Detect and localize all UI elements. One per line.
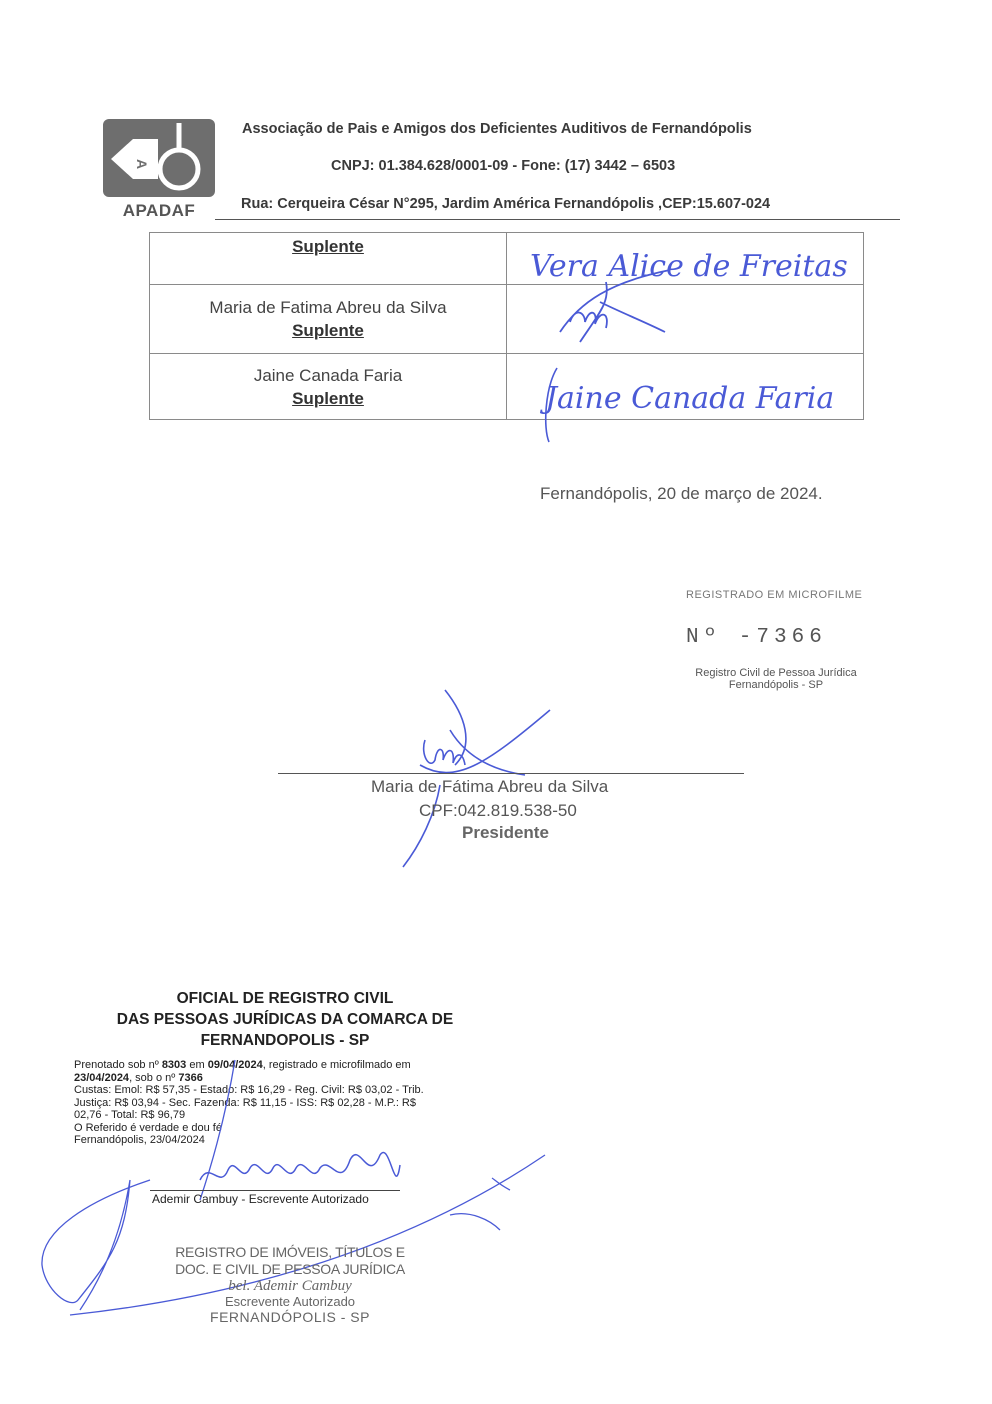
logo-emblem: [103, 119, 215, 197]
stamp-subtitle-line: Fernandópolis - SP: [728, 679, 824, 691]
signature-maria-fatima-table: [540, 262, 720, 357]
registry-stamp-line: Escrevente Autorizado: [224, 1294, 356, 1309]
custas-line: Justiça: R$ 03,94 - Sec. Fazenda: R$ 11,15 - ISS: R$ 02,28 - M.P.: R$: [74, 1096, 416, 1109]
member-name: Jaine Canada Faria: [253, 365, 403, 385]
member-cell: [150, 354, 507, 420]
signature-jaine-canada: [535, 358, 865, 448]
president-role: Presidente: [462, 823, 549, 842]
verdade-line: O Referido é verdade e dou fé: [74, 1121, 222, 1134]
table-row: [150, 285, 864, 354]
registry-stamp-line: DOC. E CIVIL DE PESSOA JURÍDICA: [175, 1261, 405, 1277]
prenotado-line: Prenotado sob nº 8303 em 09/04/2024, registrado e microfilmado em: [74, 1059, 411, 1071]
escrevente-signature-line: [150, 1190, 400, 1191]
custas-line: 02,76 - Total: R$ 96,79: [74, 1109, 186, 1121]
stamp-subtitle-line: Registro Civil de Pessoa Jurídica: [695, 667, 857, 679]
registry-stamp-line: FERNANDÓPOLIS - SP: [210, 1309, 370, 1325]
microfilm-stamp-number: Nº -7366: [686, 626, 827, 649]
registro-line: 23/04/2024, sob o nº 7366: [74, 1071, 203, 1084]
registry-stamp-line: bel. Ademir Cambuy: [228, 1278, 352, 1294]
header-rule: [215, 219, 900, 220]
member-name: Maria de Fatima Abreu da Silva: [209, 298, 447, 317]
registry-heading-line: OFICIAL DE REGISTRO CIVIL: [176, 990, 394, 1007]
microfilm-stamp-subtitle: [680, 667, 872, 691]
ear-emblem-icon: [103, 119, 215, 197]
escrevente-name: Ademir Cambuy - Escrevente Autorizado: [152, 1192, 369, 1206]
registry-heading-line: DAS PESSOAS JURÍDICAS DA COMARCA DE: [116, 1011, 454, 1028]
registry-heading: [90, 988, 480, 1051]
custas-line: Custas: Emol: R$ 57,35 - Estado: R$ 16,29 - Reg. Civil: R$ 03,02 - Trib.: [74, 1084, 424, 1096]
address-line: Rua: Cerqueira César N°295, Jardim América Fernandópolis ,CEP:15.607-024: [241, 196, 771, 212]
president-cpf: CPF:042.819.538-50: [419, 801, 577, 820]
logo-wordmark: APADAF: [122, 201, 196, 220]
member-cell: [150, 233, 507, 285]
org-name: Associação de Pais e Amigos dos Deficientes Auditivos de Fernandópolis: [242, 121, 752, 137]
president-signature-line: [278, 773, 744, 774]
registry-stamp: [160, 1244, 420, 1326]
svg-text:Vera Alice de Freitas: Vera Alice de Freitas: [530, 249, 848, 284]
member-role: Suplente: [292, 388, 364, 408]
local-date-line: Fernandópolis, 23/04/2024: [74, 1134, 205, 1146]
president-name: Maria de Fátima Abreu da Silva: [371, 777, 609, 796]
registry-heading-line: FERNANDOPOLIS - SP: [200, 1032, 370, 1049]
dateline: Fernandópolis, 20 de março de 2024.: [540, 484, 823, 503]
member-role: Suplente: [292, 321, 364, 340]
registry-stamp-line: REGISTRO DE IMÓVEIS, TÍTULOS E: [175, 1244, 405, 1260]
member-role: Suplente: [292, 237, 364, 256]
microfilm-stamp-title: REGISTRADO EM MICROFILME: [686, 589, 863, 601]
svg-text:Jaine Canada Faria: Jaine Canada Faria: [545, 381, 835, 416]
member-cell: [150, 285, 507, 354]
apadaf-logo: [103, 119, 215, 219]
cnpj-line: CNPJ: 01.384.628/0001-09 - Fone: (17) 3442 – 6503: [331, 158, 676, 174]
svg-text:A: A: [134, 159, 150, 170]
